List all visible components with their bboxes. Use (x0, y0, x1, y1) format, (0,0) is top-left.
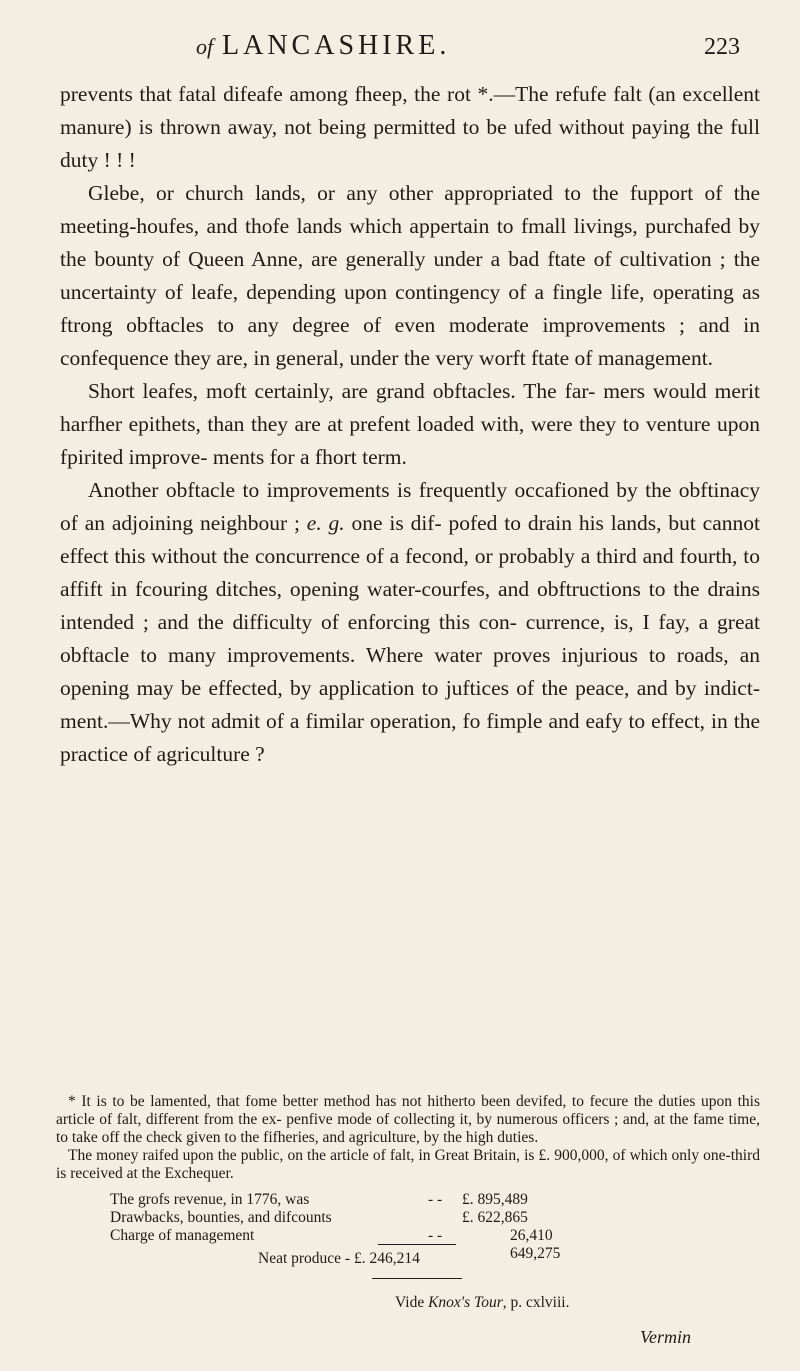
footnote (56, 1093, 760, 1183)
main-text (60, 78, 760, 771)
ledger-amount: £. 895,489 (462, 1191, 528, 1208)
paragraph-4-eg: e. g. (306, 511, 345, 535)
ledger-label: Drawbacks, bounties, and difcounts (110, 1209, 332, 1226)
catchword: Vermin (640, 1327, 691, 1347)
ledger-row (110, 1191, 750, 1209)
neat-rule (372, 1278, 462, 1279)
ledger-amount: £. 622,865 (462, 1209, 528, 1226)
ledger-amount: 26,410 (510, 1227, 553, 1244)
ledger-row (110, 1227, 750, 1245)
running-header (0, 32, 800, 72)
ledger-dash: - - (428, 1227, 443, 1244)
neat-produce: Neat produce - £. 246,214 (258, 1250, 420, 1267)
ledger-row (110, 1209, 750, 1227)
footnote-paragraph-2: The money raifed upon the public, on the article of falt, in Great Britain, is £. 900,000, of which only one-third is received at the Exchequer. (56, 1147, 760, 1182)
vide-prefix: Vide (395, 1294, 429, 1311)
footnote-paragraph-1: * It is to be lamented, that fome better method has not hitherto been devifed, to fecure the duties upon this article of falt, different from the ex- penfive mode of collecting it, by numerous officers ; and, at the fame time, to take off the check given to the fifheries, and agriculture, by the high duties. (56, 1093, 760, 1146)
vide-reference (395, 1294, 569, 1312)
header-of: of (196, 34, 214, 59)
ledger-total: 649,275 (510, 1245, 561, 1262)
vide-source: Knox's Tour (428, 1294, 503, 1311)
ledger-rule (378, 1244, 456, 1245)
paragraph-4-start: Another obftacle to improvements is frequently occafioned by the obftinacy of an adjoining neighbour ; (60, 478, 760, 535)
paragraph-4-end: one is dif- pofed to drain his lands, but cannot effect this without the concurrence of a fecond, or probably a third and fourth, to affift in fcouring ditches, opening water-courfes, and obftructions to the drains intended ; and the difficulty of enforcing this con- currence, is, I fay, a great obftacle to many improvements. Where water proves injurious to roads, an opening may be effected, by application to juftices of the peace, and by indict- ment.—Why not admit of a fimilar operation, fo fimple and eafy to effect, in the practice of agriculture ? (60, 511, 760, 766)
ledger-label: Charge of management (110, 1227, 255, 1244)
salt-revenue-ledger (110, 1191, 750, 1263)
vide-page: , p. cxlviii. (502, 1294, 570, 1311)
page-number: 223 (704, 34, 740, 60)
paragraph-1: prevents that fatal difeafe among fheep, the rot *.—The refufe falt (an excellent manure) is thrown away, not being permitted to be ufed without paying the full duty ! ! ! (60, 82, 760, 172)
ledger-label: The grofs revenue, in 1776, was (110, 1191, 310, 1208)
paragraph-2: Glebe, or church lands, or any other appropriated to the fupport of the meeting-houfes, and thofe lands which appertain to fmall livings, purchafed by the bounty of Queen Anne, are generally under a bad ftate of cultivation ; the uncertainty of leafe, depending upon contingency of a fingle life, operating as ftrong obftacles to any degree of even moderate improvements ; and in confequence they are, in general, under the very worft ftate of management. (60, 181, 760, 370)
paragraph-4 (60, 474, 760, 771)
ledger-dash: - - (428, 1191, 443, 1208)
paragraph-3: Short leafes, moft certainly, are grand obftacles. The far- mers would merit harfher epithets, than they are at prefent loaded with, were they to venture upon fpirited improve- ments for a fhort term. (60, 379, 760, 469)
header-title: LANCASHIRE. (222, 30, 451, 61)
ledger-row (110, 1245, 750, 1263)
